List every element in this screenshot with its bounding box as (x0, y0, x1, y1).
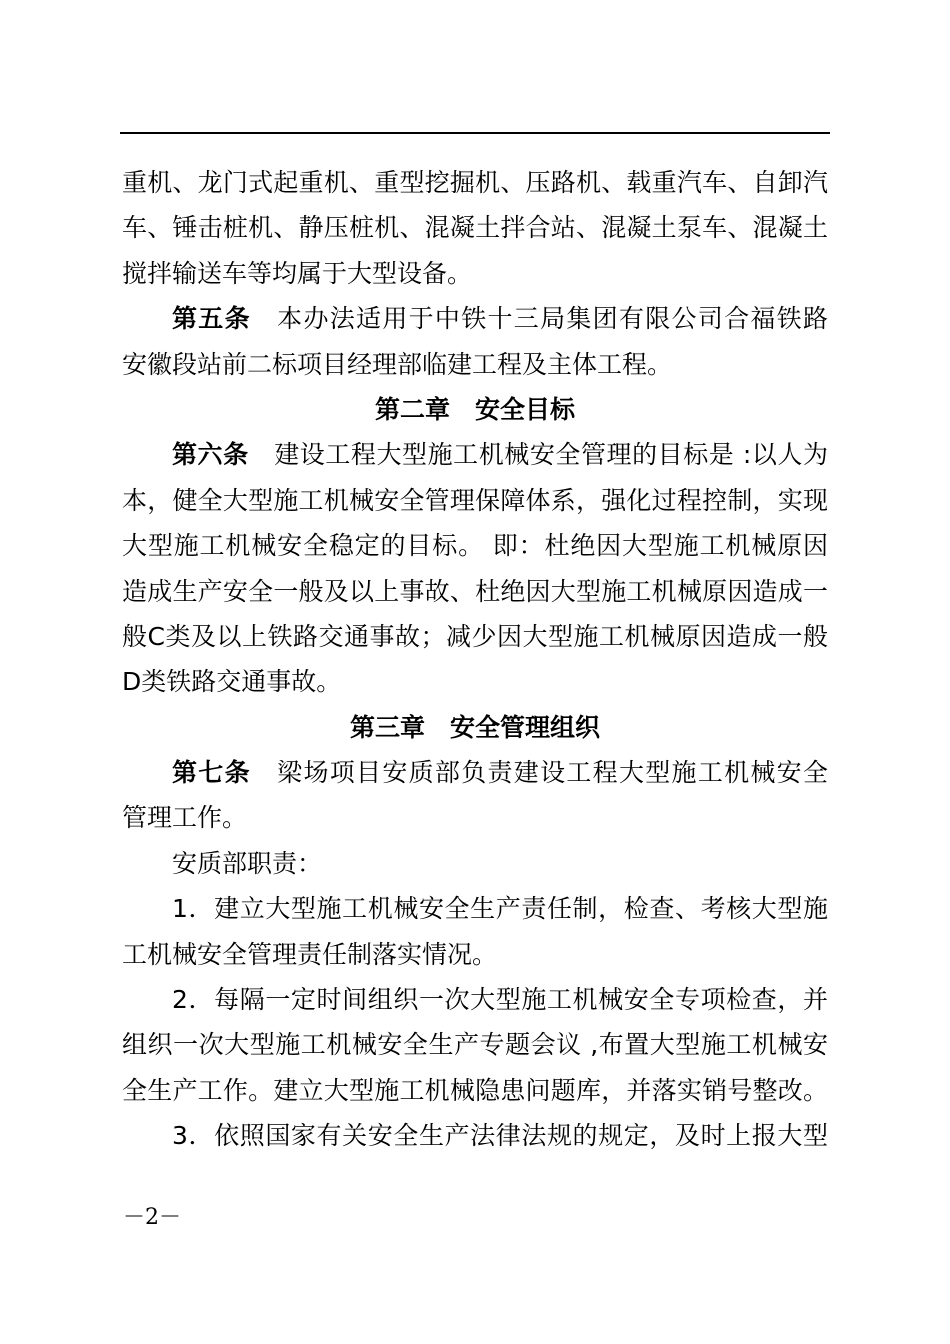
article-label: 第五条 (172, 304, 251, 334)
text-line: 搅拌输送车等均属于大型设备。 (122, 258, 473, 288)
text-line: 般C类及以上铁路交通事故；减少因大型施工机械原因造成一般 (122, 621, 828, 651)
text-line: 本，健全大型施工机械安全管理保障体系，强化过程控制，实现 (122, 485, 828, 515)
article-label: 第七条 (172, 758, 251, 788)
text-line: 车、锤击桩机、静压桩机、混凝土拌合站、混凝土泵车、混凝土 (122, 213, 828, 243)
list-item-2: 2．每隔一定时间组织一次大型施工机械安全专项检查，并 (172, 985, 828, 1015)
list-item-3: 3．依照国家有关安全生产法律法规的规定，及时上报大型 (172, 1121, 828, 1151)
article-5-line: 第五条 本办法适用于中铁十三局集团有限公司合福铁路 (172, 304, 828, 334)
article-label: 第六条 (172, 440, 249, 470)
text-line: 重机、龙门式起重机、重型挖掘机、压路机、载重汽车、自卸汽 (122, 168, 828, 197)
text-line: 管理工作。 (122, 803, 248, 833)
text-line: 组织一次大型施工机械安全生产专题会议 ,布置大型施工机械安 (122, 1030, 828, 1060)
page-number: －2－ (123, 1205, 181, 1230)
text-line: D类铁路交通事故。 (122, 667, 342, 697)
text-line: 造成生产安全一般及以上事故、杜绝因大型施工机械原因造成一 (122, 576, 828, 606)
text-line: 工机械安全管理责任制落实情况。 (122, 939, 498, 969)
header-rule (120, 132, 830, 134)
document-body (122, 160, 828, 1159)
article-6-line: 第六条 建设工程大型施工机械安全管理的目标是 :以人为 (172, 440, 828, 470)
list-item-1: 1．建立大型施工机械安全生产责任制，检查、考核大型施 (172, 894, 828, 924)
text-line: 安质部职责： (172, 848, 323, 878)
article-7-line: 第七条 梁场项目安质部负责建设工程大型施工机械安全 (172, 758, 828, 788)
chapter-heading: 第二章 安全目标 (374, 394, 575, 424)
text-line: 大型施工机械安全稳定的目标。 即：杜绝因大型施工机械原因 (122, 531, 828, 561)
text-line: 全生产工作。建立大型施工机械隐患问题库，并落实销号整改。 (122, 1075, 828, 1105)
chapter-heading: 第三章 安全管理组织 (349, 712, 600, 742)
text-line: 安徽段站前二标项目经理部临建工程及主体工程。 (122, 349, 673, 379)
